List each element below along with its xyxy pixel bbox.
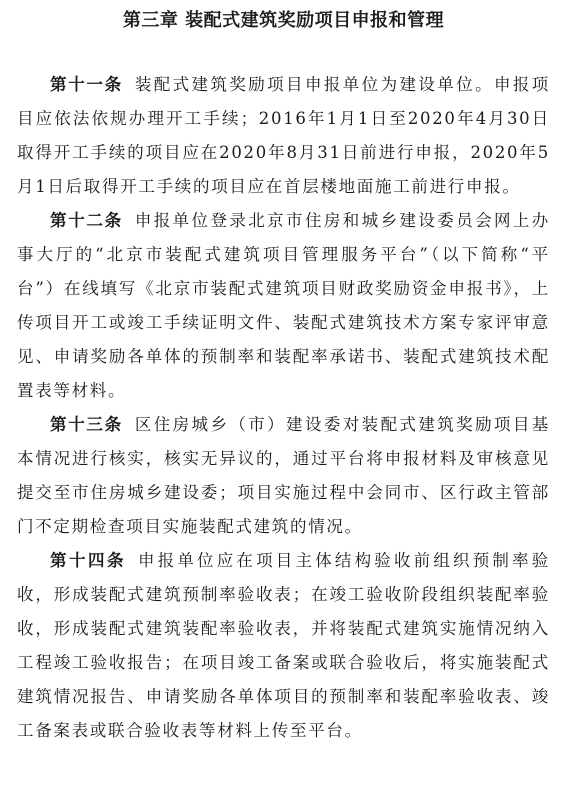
article-number: 第十三条 (50, 415, 123, 434)
article-12 (17, 204, 550, 408)
article-number: 第十四条 (50, 551, 126, 570)
chapter-title: 第三章 装配式建筑奖励项目申报和管理 (122, 10, 445, 31)
article-14 (17, 544, 550, 748)
article-13 (17, 408, 550, 544)
article-number: 第十二条 (50, 211, 123, 230)
article-text: 区住房城乡（市）建设委对装配式建筑奖励项目基本情况进行核实，核实无异议的，通过平台将申报材料及审核意见提交至市住房城乡建设委；项目实施过程中会同市、区行政主管部门不定期检查项目实施装配式建筑的情况。 (17, 415, 551, 536)
article-text: 申报单位应在项目主体结构验收前组织预制率验收，形成装配式建筑预制率验收表；在竣工验收阶段组织装配率验收，形成装配式建筑装配率验收表，并将装配式建筑实施情况纳入工程竣工验收报告；在项目竣工备案或联合验收后，将实施装配式建筑情况报告、申请奖励各单体项目的预制率和装配率验收表、竣工备案表或联合验收表等材料上传至平台。 (17, 551, 550, 740)
article-text: 装配式建筑奖励项目申报单位为建设单位。申报项目应依法依规办理开工手续；2016年1月1日至2020年4月30日取得开工手续的项目应在2020年8月31日前进行申报，2020年5月1日后取得开工手续的项目应在首层楼地面施工前进行申报。 (17, 75, 551, 196)
article-text: 申报单位登录北京市住房和城乡建设委员会网上办事大厅的“北京市装配式建筑项目管理服务平台”（以下简称“平台”）在线填写《北京市装配式建筑项目财政奖励资金申报书》，上传项目开工或竣工手续证明文件、装配式建筑技术方案专家评审意见、申请奖励各单体的预制率和装配率承诺书、装配式建筑技术配置表等材料。 (17, 211, 551, 400)
article-11 (17, 68, 550, 204)
article-list (17, 68, 550, 748)
article-number: 第十一条 (50, 75, 123, 94)
